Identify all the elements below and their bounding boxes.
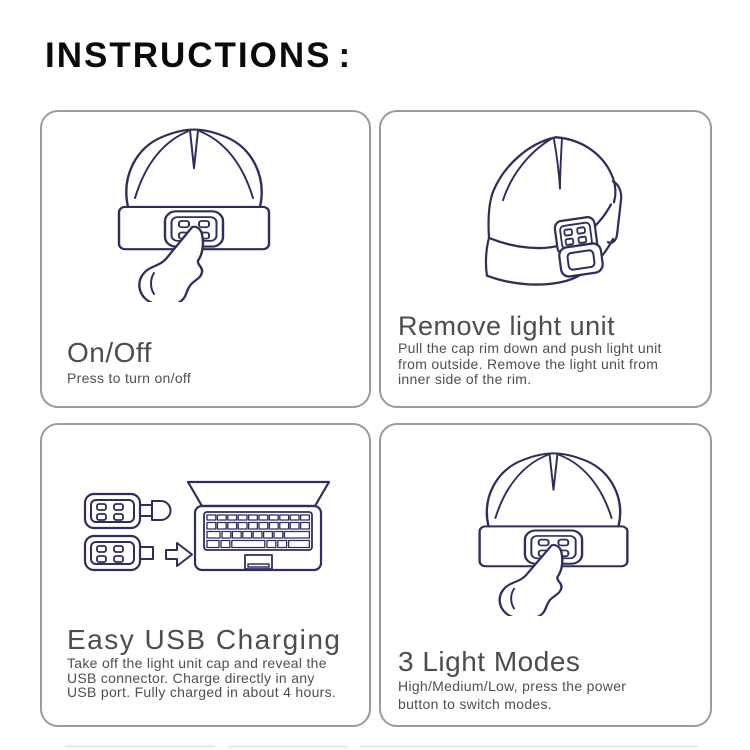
panel-remove-light-unit bbox=[379, 110, 712, 408]
page-title bbox=[45, 36, 350, 76]
panel-body bbox=[398, 677, 626, 713]
body-line: from outside. Remove the light unit from bbox=[398, 355, 659, 372]
body-line: button to switch modes. bbox=[398, 696, 552, 712]
body-line: USB connector. Charge directly in any bbox=[67, 669, 315, 686]
page-title-text: INSTRUCTIONS bbox=[45, 36, 332, 75]
panel-body bbox=[67, 656, 336, 700]
page-title-colon: : bbox=[338, 36, 351, 75]
body-line: Take off the light unit cap and reveal the bbox=[67, 655, 327, 671]
panel-heading: Easy USB Charging bbox=[67, 624, 342, 655]
usb-light-units-and-laptop-icon bbox=[62, 474, 352, 594]
panel-on-off bbox=[40, 110, 371, 408]
body-line: inner side of the rim. bbox=[398, 371, 532, 387]
arrow-right-icon bbox=[166, 543, 192, 566]
body-line: Press to turn on/off bbox=[67, 370, 192, 386]
body-line: Pull the cap rim down and push light unit bbox=[398, 340, 662, 356]
cropped-section-edge bbox=[360, 745, 698, 748]
body-line: High/Medium/Low, press the power bbox=[398, 678, 627, 694]
panel-heading: Remove light unit bbox=[398, 311, 616, 341]
panel-3-light-modes bbox=[379, 423, 712, 727]
beanie-power-button-press-icon bbox=[455, 450, 652, 616]
beanie-remove-light-unit-icon bbox=[480, 131, 655, 325]
panel-body bbox=[67, 370, 191, 386]
panel-heading: 3 Light Modes bbox=[398, 646, 581, 677]
cropped-section-edge bbox=[65, 745, 215, 748]
panel-body bbox=[398, 341, 662, 388]
beanie-power-button-press-icon bbox=[94, 126, 294, 302]
cropped-section-edge bbox=[228, 745, 348, 748]
body-line: USB port. Fully charged in about 4 hours. bbox=[67, 684, 337, 700]
panel-heading: On/Off bbox=[67, 337, 152, 368]
panel-easy-usb-charging bbox=[40, 423, 371, 727]
